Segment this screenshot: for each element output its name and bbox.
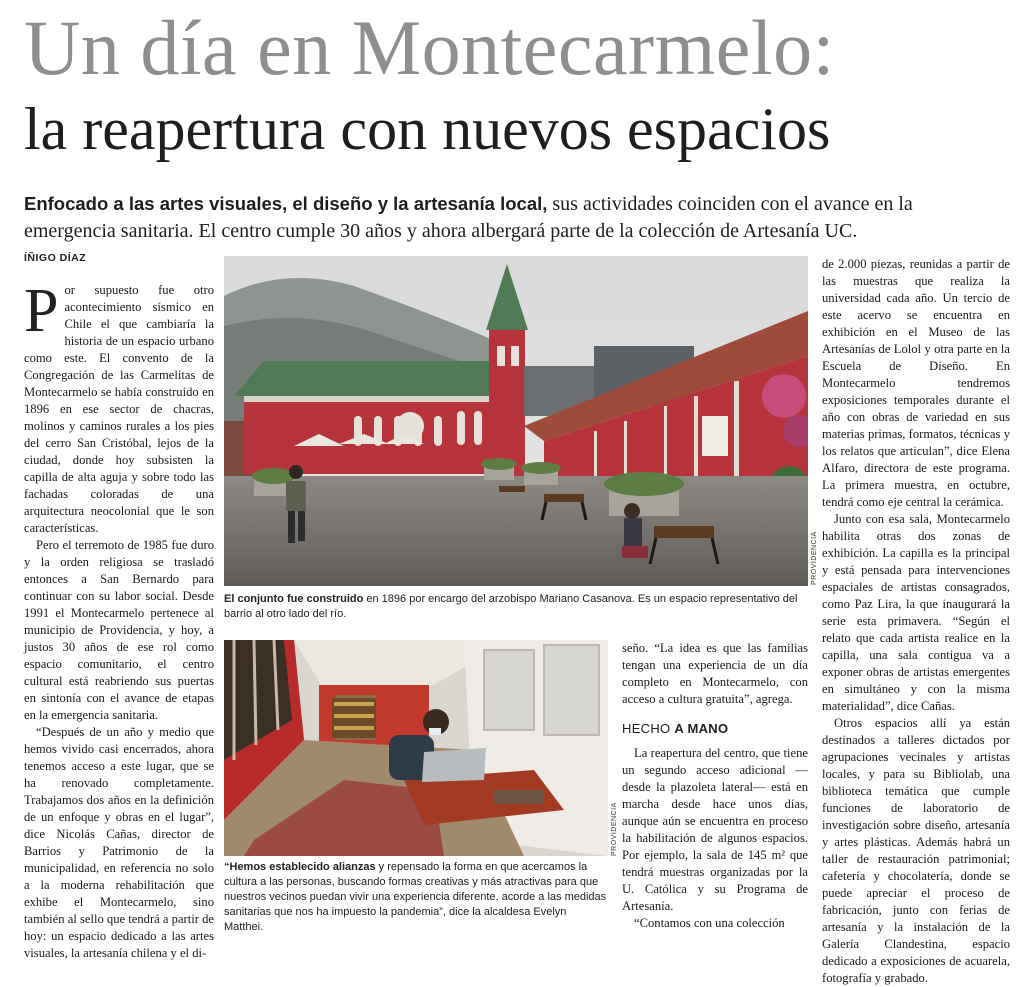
col3-paragraph-1: seño. “La idea es que las familias tengan una experiencia de un día completo en Montecarmelo, con acceso a cultura gratuita”, agrega. [622, 641, 808, 706]
library-illustration [224, 640, 608, 856]
col1-paragraph-3: “Después de un año y medio que hemos vivido casi encerrados, ahora tenemos acceso a este lugar, que se ha renovado completamente. Trabajamos dos años en la definición de un enfoque y obras en el lugar”, dice Nicolás Cañas, director de Barrios y Patrimonio de la municipalidad, en referencia no solo a la moderna rehabilitación que exhibe el Montecarmelo, sino también al sello que tendrá a partir de hoy: un espacio dedicado a las artes visuales, la artesanía chilena y el di- [24, 725, 214, 960]
col4-paragraph-2: Junto con esa sala, Montecarmelo habilita otras dos zonas de exhibición. La capilla es la principal y está pensada para intervenciones espaciales de artistas consagrados, como Paz Lira, la que inaugurará la serie esta primavera. “Según el relato que cada artista realice en la capilla, una sala contigua va a exponer obras de artistas emergentes en simultáneo y con la misma materialidad”, dice Cañas. [822, 512, 1010, 713]
byline: ÍÑIGO DÍAZ [24, 252, 87, 264]
dropcap: P [24, 277, 59, 345]
col1-paragraph-1: Por supuesto fue otro acontecimiento sísmico en Chile el que cambiaría la historia de un espacio urbano como este. El convento de la Congregación de las Carmelitas de Montecarmelo se había construido en 1896 en ese sector de chacras, molinos y caminos rurales a los pies del cerro San Cristóbal, lejos de la ciudad, donde hoy subsisten la capilla de alta aguja y sobre todo las fachadas coloradas de una arquitectura neocolonial que le son características. [24, 277, 214, 535]
deck-bold: Enfocado a las artes visuales, el diseño y la artesanía local, [24, 193, 548, 214]
col3-paragraph-3: “Contamos con una colección [634, 916, 785, 930]
col1-paragraph-2: Pero el terremoto de 1985 fue duro y la orden religiosa se trasladó entonces a San Bernardo para continuar con su labor social. Desde 1991 el Montecarmelo pertenece al municipio de Providencia, y hoy, a justos 30 años de ese rol como espacio comunitario, el centro cultural está reabriendo sus puertas en sintonía con el avance de etapas en la emergencia sanitaria. [24, 538, 214, 722]
photo-courtyard [224, 256, 808, 586]
headline-line1: Un día en Montecarmelo: [24, 4, 835, 91]
photo-library [224, 640, 608, 856]
photo1-credit: PROVIDENCIA [811, 531, 818, 585]
column-3 [622, 640, 808, 932]
subhead-hecho-a-mano: HECHO A MANO [622, 721, 729, 736]
photo2-caption: “Hemos establecido alianzas y repensado la forma en que acercamos la cultura a las personas, buscando formas creativas y más atractivas para que nuestros vecinos puedan vivir una experiencia diferente, acorde a las medidas sanitarias que nos ha impuesto la pandemia”, dice la alcaldesa Evelyn Matthei. [224, 861, 607, 933]
column-4 [822, 256, 1010, 987]
column-1 [24, 277, 214, 960]
courtyard-illustration [224, 256, 808, 586]
col3-paragraph-2: La reapertura del centro, que tiene un segundo acceso adicional —desde la plazoleta lateral— está en marcha desde hace unos días, aunque aún se encuentra en proceso la habilitación de algunos espacios. Por ejemplo, la sala de 145 m² que tendrá muestras organizadas por la U. Católica y su Programa de Artesanía. [622, 746, 808, 913]
headline-line2: la reapertura con nuevos espacios [24, 96, 831, 162]
deck [24, 190, 1009, 245]
col4-paragraph-3: Otros espacios allí ya están destinados a talleres dictados por agrupaciones vecinales y artistas locales, y para su Bibliolab, una biblioteca temática que cumple funciones de laboratorio de investigación sobre diseño, artesanía y artes plásticas. Además habrá un taller de restauración patrimonial; cafetería y chocolatería, donde se puede apreciar el proceso de fabricación, junto con ferias de artesanía y la instalación de la Galería Clandestina, espacio dedicado a exposiciones de acuarela, fotografía y grabado. [822, 716, 1010, 985]
photo2-credit: PROVIDENCIA [611, 802, 618, 856]
col4-paragraph-1: de 2.000 piezas, reunidas a partir de las muestras que realiza la universidad cada año. Un tercio de este acervo se encuentra en exhibición en el Museo de las Artesanías de Lolol y otra parte en la Escuela de Diseño. En Montecarmelo tendremos exposiciones temporales durante el año con obras de variedad en sus materias primas, formatos, técnicas y los relatos que articulan”, dice Elena Alfaro, directora de este programa. La primera muestra, en octubre, tendrá como eje central la cerámica. [822, 257, 1010, 509]
photo1-caption: El conjunto fue construido en 1896 por encargo del arzobispo Mariano Casanova. Es un espacio representativo del barrio al otro lado del río. [224, 593, 798, 620]
deck-rest: sus actividades coinciden con el avance en la emergencia sanitaria. El centro cumple 30 años y ahora albergará parte de la colección de Artesanía UC. [24, 193, 913, 242]
